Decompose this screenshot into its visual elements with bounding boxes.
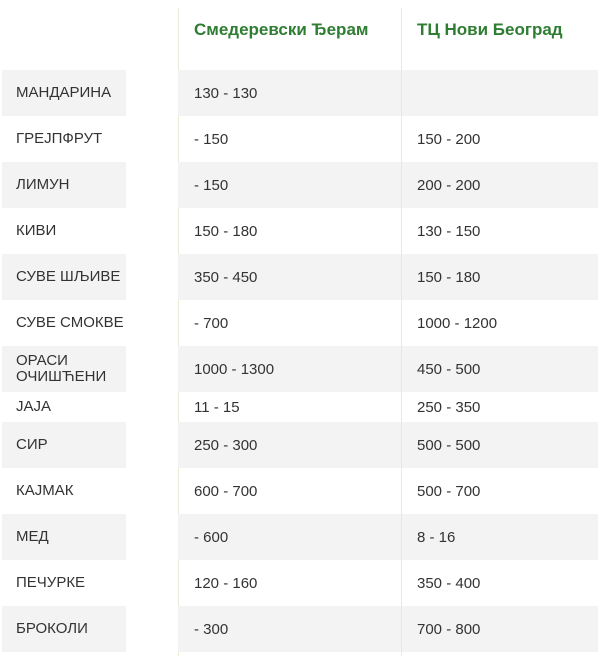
product-name-cell: ГРЕЈПФРУТ [16,130,103,147]
price-tc-novi-beograd-cell: 350 - 400 [417,574,481,592]
table-header [0,0,610,70]
price-smederevski-djeram-cell: 120 - 160 [194,574,258,592]
price-tc-novi-beograd-cell: 200 - 200 [402,162,598,208]
price-smederevski-djeram-cell: - 150 [178,162,401,208]
product-name-cell: МАНДАРИНА [2,70,126,116]
table-row [0,514,610,560]
price-tc-novi-beograd-cell: 8 - 16 [402,514,598,560]
product-name-cell: ЛИМУН [2,162,126,208]
price-tc-novi-beograd-cell: 150 - 200 [417,130,481,148]
price-smederevski-djeram-cell: - 700 [194,314,229,332]
price-tc-novi-beograd-cell: 700 - 800 [402,606,598,652]
table-row [0,346,610,392]
table-row [0,560,610,606]
price-tc-novi-beograd-cell: 450 - 500 [402,346,598,392]
table-row [0,70,610,116]
table-row [0,116,610,162]
table-row [0,422,610,468]
price-tc-novi-beograd-cell: 500 - 700 [417,482,481,500]
price-smederevski-djeram-cell: 1000 - 1300 [178,346,401,392]
price-tc-novi-beograd-cell: 250 - 350 [417,398,481,416]
table-row [0,254,610,300]
product-name-cell: КАЈМАК [16,482,74,499]
product-name-cell: ЈАЈА [16,398,52,415]
price-tc-novi-beograd-cell: 500 - 500 [402,422,598,468]
price-smederevski-djeram-cell: 150 - 180 [194,222,258,240]
product-name-cell: КИВИ [16,222,57,239]
column-header-tc-novi-beograd: ТЦ Нови Београд [417,20,563,39]
product-name-cell: ОРАСИ ОЧИШЋЕНИ [2,346,126,392]
column-header-smederevski-djeram: Смедеревски Ђерам [194,20,369,39]
price-smederevski-djeram-cell: 600 - 700 [194,482,258,500]
price-smederevski-djeram-cell: 250 - 300 [178,422,401,468]
product-name-cell: СИР [2,422,126,468]
price-smederevski-djeram-cell: - 300 [178,606,401,652]
price-tc-novi-beograd-cell [402,70,598,116]
price-smederevski-djeram-cell: 130 - 130 [178,70,401,116]
product-name-cell: БРОКОЛИ [2,606,126,652]
price-smederevski-djeram-cell: - 600 [178,514,401,560]
table-row [0,468,610,514]
product-name-cell: СУВЕ ШЉИВЕ [2,254,126,300]
table-row [0,208,610,254]
price-smederevski-djeram-cell: - 150 [194,130,229,148]
price-tc-novi-beograd-cell: 130 - 150 [417,222,481,240]
price-smederevski-djeram-cell: 11 - 15 [194,398,240,416]
table-row [0,300,610,346]
price-tc-novi-beograd-cell: 1000 - 1200 [417,314,498,332]
table-row [0,162,610,208]
table-row [0,392,610,422]
price-smederevski-djeram-cell: 350 - 450 [178,254,401,300]
product-name-cell: ПЕЧУРКЕ [16,574,86,591]
table-row [0,606,610,652]
price-tc-novi-beograd-cell: 150 - 180 [402,254,598,300]
product-name-cell: СУВЕ СМОКВЕ [16,314,124,331]
product-name-cell: МЕД [2,514,126,560]
